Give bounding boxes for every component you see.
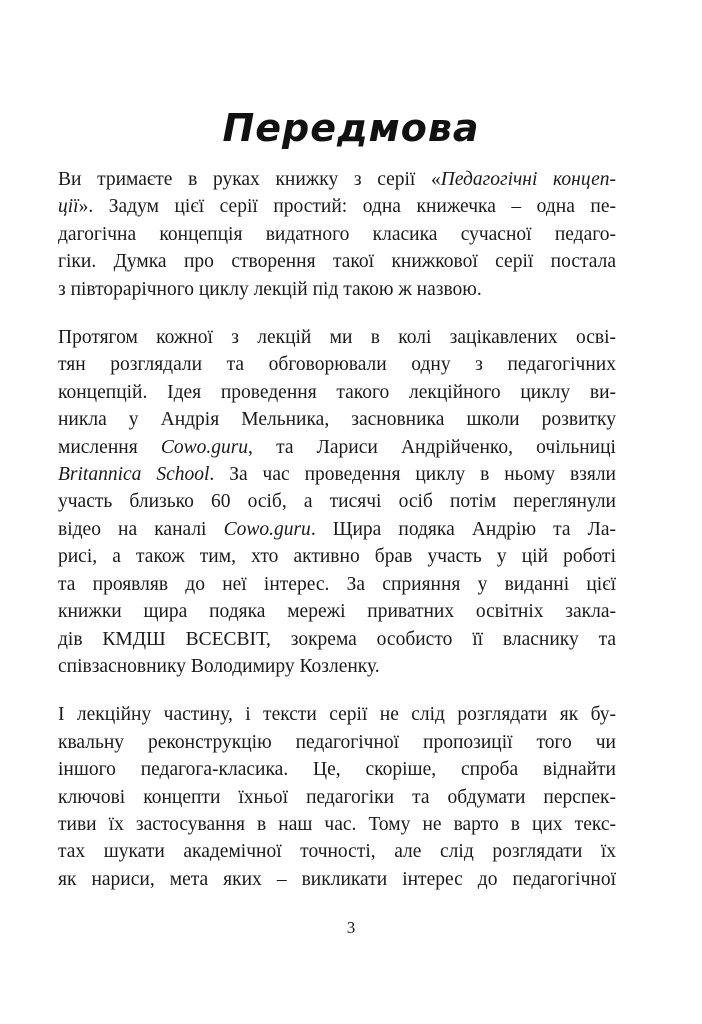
text-line: никла у Андрія Мельника, засновника школи розвитку: [58, 409, 616, 431]
text-line: [58, 461, 616, 488]
series-title-italic: Педагогічні концеп-: [440, 169, 616, 190]
text-run: . Щира подяка Андрію та Ла-: [310, 518, 616, 540]
text-run: мислення: [58, 436, 161, 458]
text-line: [58, 193, 616, 220]
text-run: ». Задум цієї серії простий: одна книжечка – одна пе-: [78, 196, 616, 218]
text-line: І лекційну частину, і тексти серії не слід розглядати як бу-: [58, 704, 616, 726]
text-line: участь близько 60 осіб, а тисячі осіб потім переглянули: [58, 491, 616, 513]
body-text: [58, 166, 616, 914]
text-run: , та Лариси Андрійченко, очільниці: [248, 436, 616, 458]
text-line: книжки щира подяка мережі приватних освітніх закла-: [58, 601, 616, 623]
text-run: . За час проведення циклу в ньому взяли: [209, 464, 616, 486]
text-line: співзасновнику Володимиру Козленку.: [58, 655, 380, 677]
text-line: іншого педагога-класика. Це, скоріше, спроба віднайти: [58, 759, 616, 781]
text-line: тян розглядали та обговорювали одну з педагогічних: [58, 354, 616, 376]
text-line: гіки. Думка про створення такої книжкової серії постала: [58, 251, 616, 273]
text-line: [58, 166, 616, 193]
text-line: та проявляв до неї інтерес. За сприяння у виданні цієї: [58, 573, 616, 595]
text-line: дагогічна концепція видатного класика сучасної педаго-: [58, 223, 616, 245]
text-line: як нариси, мета яких – викликати інтерес до педагогічної: [58, 868, 616, 890]
text-line: тиви їх застосування в наш час. Тому не варто в цих текс-: [58, 813, 616, 835]
text-run: відео на каналі: [58, 518, 224, 540]
paragraph-1: [58, 166, 616, 303]
text-line: [58, 516, 616, 543]
paragraph-3: [58, 701, 616, 893]
text-line: дів КМДШ ВСЕСВІТ, зокрема особисто її власнику та: [58, 628, 616, 650]
text-line: Протягом кожної з лекцій ми в колі зацікавлених осві-: [58, 327, 616, 349]
paragraph-2: [58, 324, 616, 680]
text-line: тах шукати академічної точності, але слід розглядати їх: [58, 841, 616, 863]
text-line: з півторарічного циклу лекцій під такою ж назвою.: [58, 278, 482, 300]
text-line: квальну реконструкцію педагогічної пропозиції того чи: [58, 731, 616, 753]
text-line: ключові концепти їхньої педагогіки та обдумати перспек-: [58, 786, 616, 808]
text-line: рисі, а також тим, хто активно брав участь у цій роботі: [58, 546, 616, 568]
cowo-guru-italic: Cowo.guru: [160, 436, 249, 458]
series-title-italic: ції: [58, 196, 79, 218]
page-number: 3: [346, 918, 356, 937]
text-run: Ви тримаєте в руках книжку з серії «: [58, 169, 441, 190]
britannica-school-italic: Britannica School: [58, 464, 210, 486]
text-line: [58, 434, 616, 461]
cowo-guru-italic: Cowo.guru: [223, 518, 311, 540]
chapter-heading: Передмова: [222, 106, 480, 150]
text-line: концепцій. Ідея проведення такого лекційного циклу ви-: [58, 381, 616, 403]
